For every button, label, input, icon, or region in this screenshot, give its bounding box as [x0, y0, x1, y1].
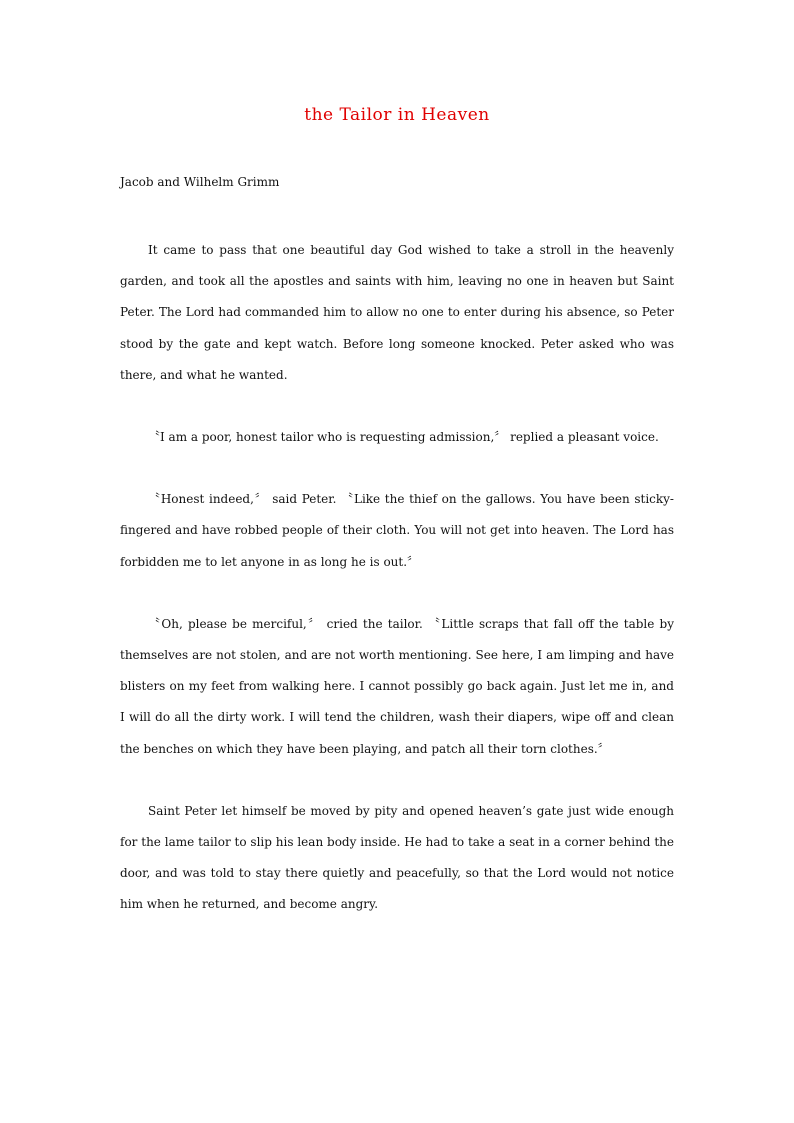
paragraph: 〝I am a poor, honest tailor who is requesting admission,〞 replied a pleasant voice. — [148, 430, 659, 445]
document-title: the Tailor in Heaven — [304, 105, 490, 125]
paragraph: Saint Peter let himself be moved by pity and opened heaven’s gate just wide enough for the lame tailor to slip his lean body inside. He had to take a seat in a corner behind the door, and was told to stay there quietly and peacefully, so that the Lord would not notice him when he returned, and become angry. — [120, 803, 674, 912]
paragraph: 〝Oh, please be merciful,〞 cried the tailor. 〝Little scraps that fall off the table by themselves are not stolen, and are not worth mentioning. See here, I am limping and have blisters on my feet from walking here. I cannot possibly go back again. Just let me in, and I will do all the dirty work. I will tend the children, wash their diapers, wipe off and clean the benches on which they have been playing, and patch all their torn clothes.〞 — [120, 616, 674, 756]
paragraph: 〝Honest indeed,〞 said Peter. 〝Like the thief on the gallows. You have been sticky-fingered and have robbed people of their cloth. You will not get into heaven. The Lord has forbidden me to let anyone in as long he is out.〞 — [120, 492, 674, 569]
paragraph: It came to pass that one beautiful day God wished to take a stroll in the heavenly garden, and took all the apostles and saints with him, leaving no one in heaven but Saint Peter. The Lord had commanded him to allow no one to enter during his absence, so Peter stood by the gate and kept watch. Before long someone knocked. Peter asked who was there, and what he wanted. — [120, 243, 674, 382]
document-body — [120, 235, 674, 952]
document-author: Jacob and Wilhelm Grimm — [120, 175, 280, 189]
